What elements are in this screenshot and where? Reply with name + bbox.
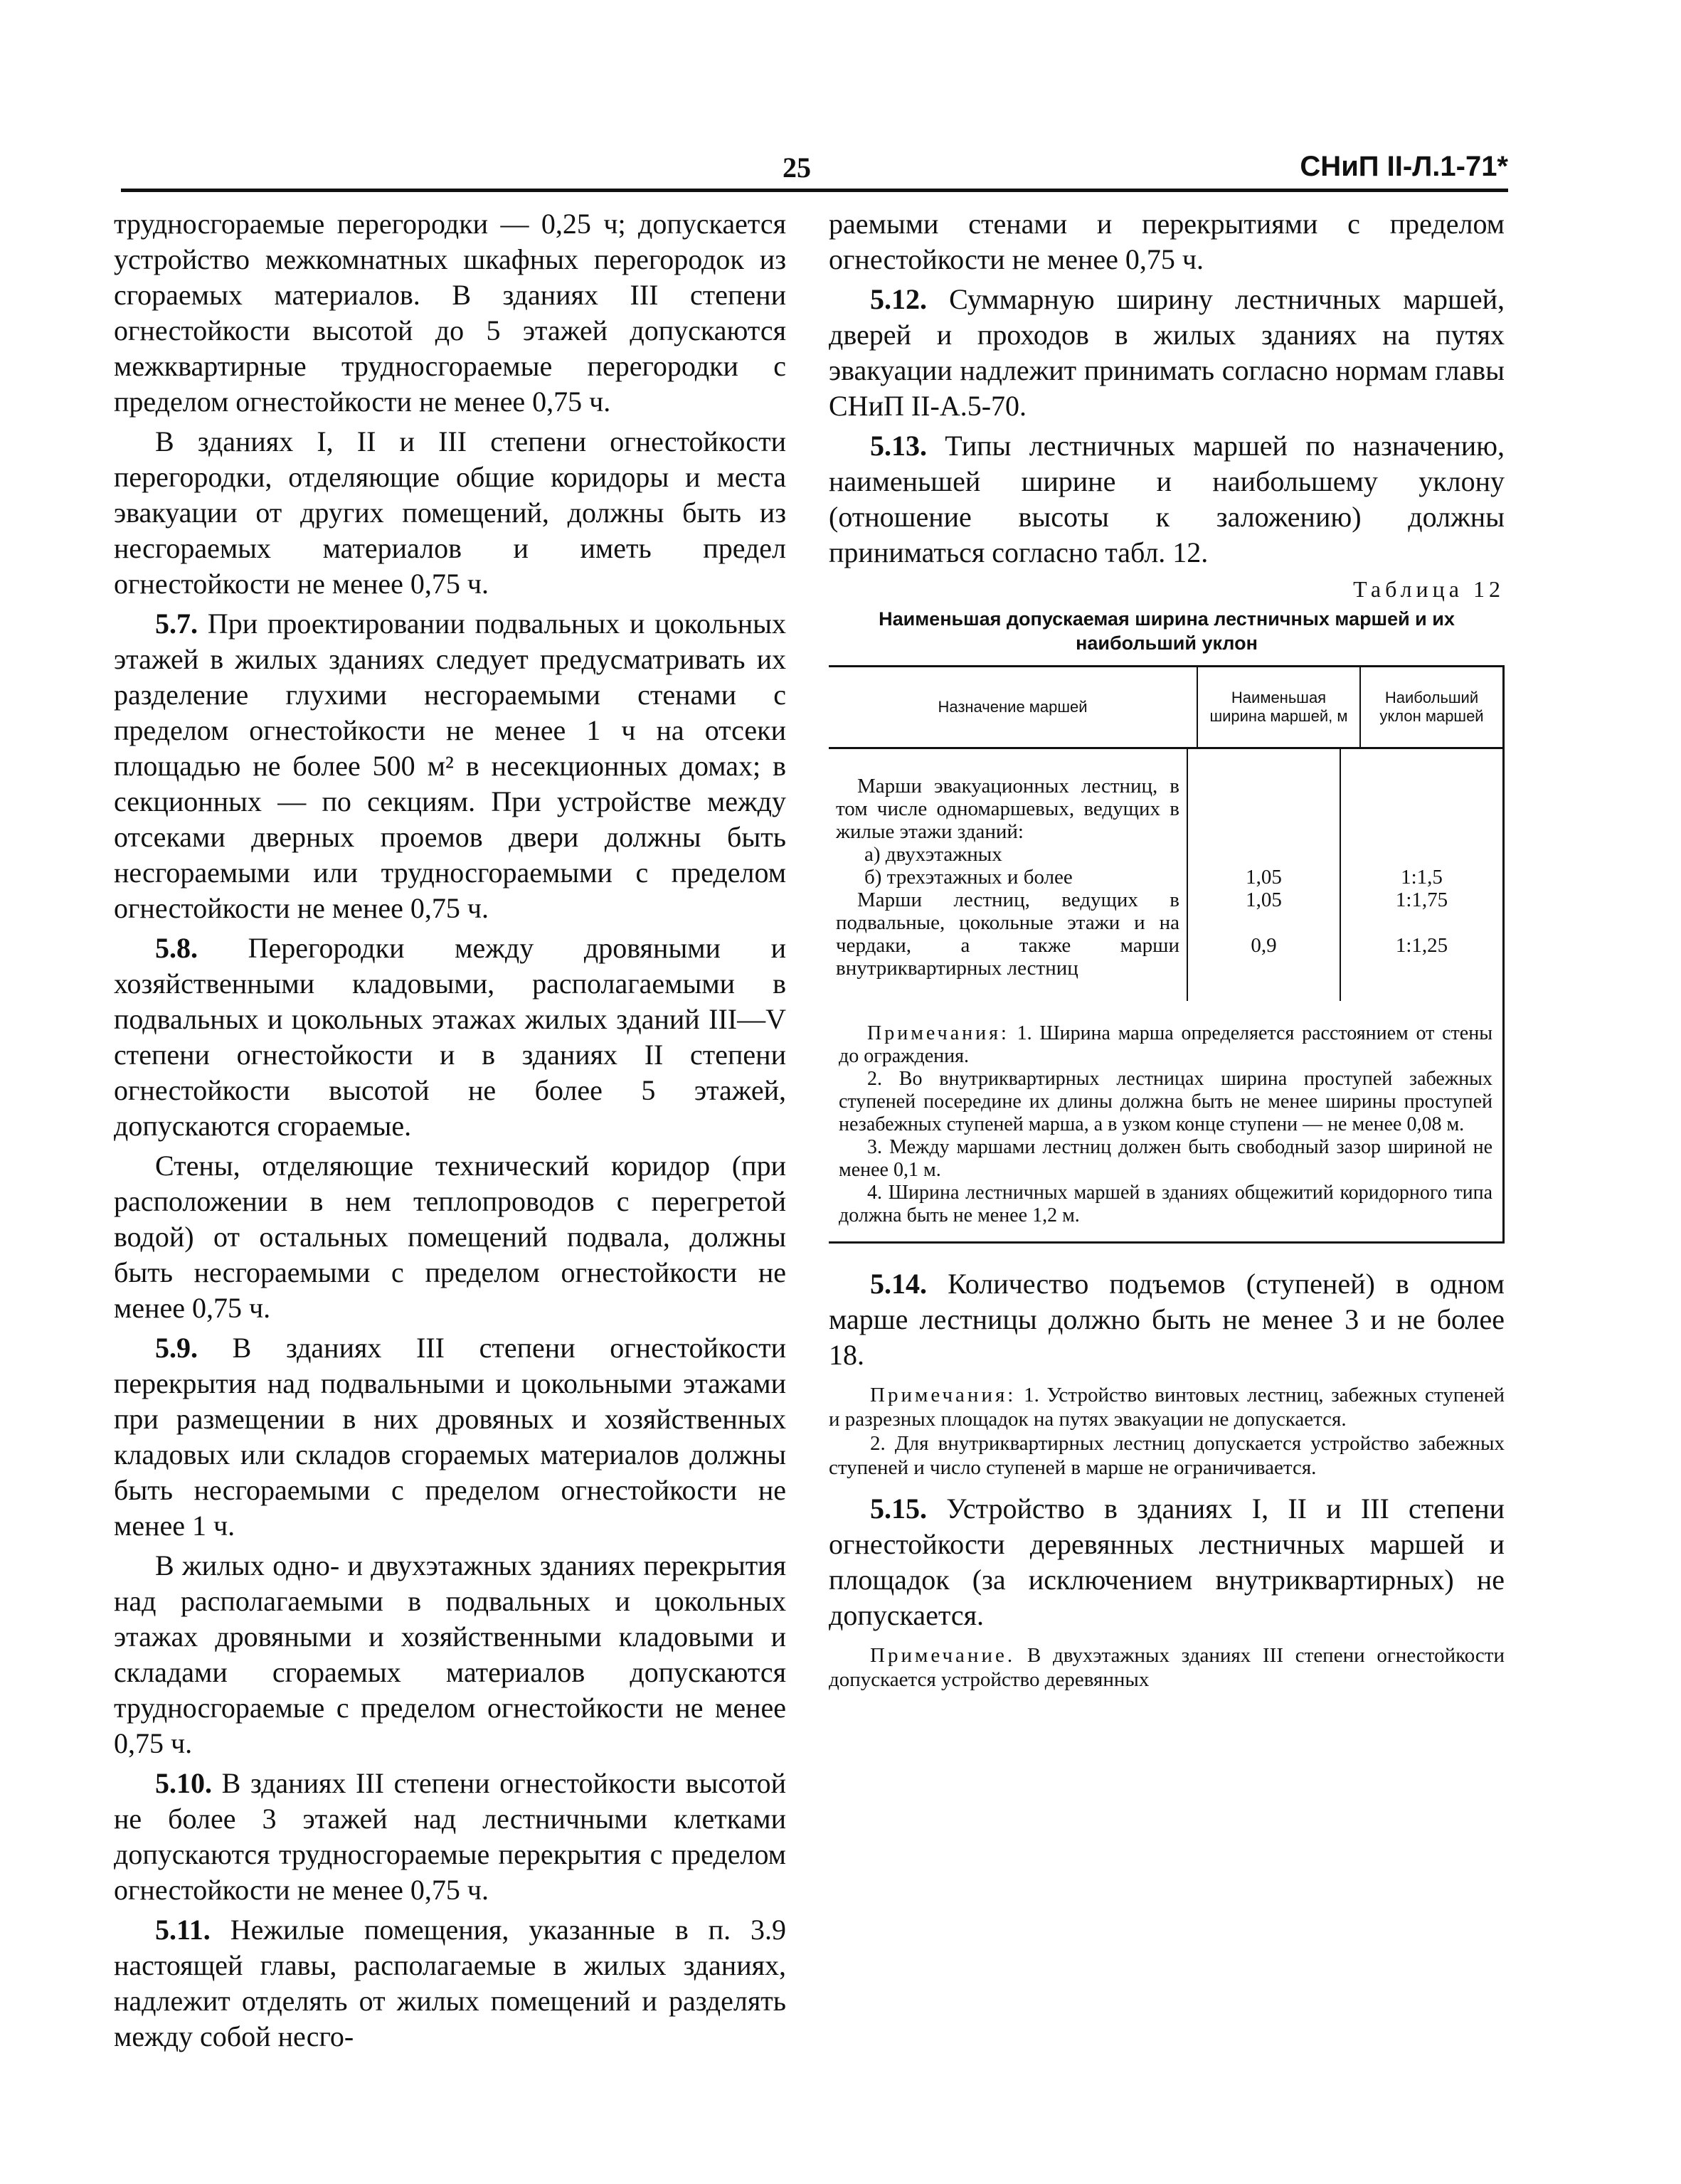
table-cell-purpose bbox=[829, 749, 1188, 1001]
paragraph: раемыми стенами и перекрытиями с пределом огнестойкости не менее 0,75 ч. bbox=[829, 208, 1505, 275]
paragraph-5-13: 5.13. Типы лестничных маршей по назначению, наименьшей ширине и наибольшему уклону (отношение высоты к заложению) должны приниматься согласно табл. 12. bbox=[829, 430, 1505, 568]
notes-heading: Примечания: bbox=[870, 1384, 1017, 1406]
paragraph: В жилых одно- и двухэтажных зданиях перекрытия над располагаемыми в подвальных и цокольных этажах дровяными и хозяйственными кладовыми и складами сгораемых материалов допускаются трудносгораемые с пределом огнестойкости не менее 0,75 ч. bbox=[114, 1549, 786, 1759]
page-number: 25 bbox=[783, 152, 811, 184]
paragraph: Стены, отделяющие технический коридор (при расположении в нем теплопроводов с перегретой водой) от остальных помещений подвала, должны быть несгораемыми с пределом огнестойкости не менее 0,75 ч. bbox=[114, 1150, 786, 1324]
table-cell-slope bbox=[1341, 749, 1502, 1001]
notes-heading: Примечание. bbox=[870, 1644, 1016, 1667]
note-5-15 bbox=[829, 1643, 1505, 1692]
paragraph: В зданиях I, II и III степени огнестойкости перегородки, отделяющие общие коридоры и места эвакуации от других помещений, должны быть из несгораемых материалов и иметь предел огнестойкости не менее 0,75 ч. bbox=[114, 425, 786, 600]
table-cell-width bbox=[1188, 749, 1341, 1001]
paragraph: трудносгораемые перегородки — 0,25 ч; допускается устройство межкомнатных шкафных перегородок из сгораемых материалов. В зданиях III степени огнестойкости высотой до 5 этажей допускаются межквартирные трудносгораемые перегородки с пределом огнестойкости не менее 0,75 ч. bbox=[114, 208, 786, 418]
table-label: Таблица 12 bbox=[1353, 576, 1505, 602]
paragraph-5-15: 5.15. Устройство в зданиях I, II и III степени огнестойкости деревянных лестничных маршей и площадок (за исключением внутриквартирных) не допускается. bbox=[829, 1493, 1505, 1631]
table-row-group-title: Марши эвакуационных лестниц, в том числе одномаршевых, ведущих в жилые этажи зданий: bbox=[836, 775, 1179, 843]
table-note: 4. Ширина лестничных маршей в зданиях общежитий коридорного типа должна быть не менее 1,2 м. bbox=[839, 1182, 1492, 1226]
page-header bbox=[121, 151, 1508, 194]
table-value: 1:1,25 bbox=[1395, 934, 1448, 957]
paragraph-5-11: 5.11. Нежилые помещения, указанные в п. 3.9 настоящей главы, располагаемые в жилых зданиях, надлежит отделять от жилых помещений и разделять между собой несго- bbox=[114, 1914, 787, 2052]
paragraph-5-9: 5.9. В зданиях III степени огнестойкости перекрытия над подвальными и цокольными этажами при размещении в них дровяных и хозяйственных кладовых или складов сгораемых материалов должны быть несгораемыми с пределом огнестойкости не менее 1 ч. bbox=[114, 1332, 786, 1542]
column-header-slope: Наибольший уклон маршей bbox=[1379, 689, 1484, 725]
paragraph-5-7: 5.7. При проектировании подвальных и цокольных этажей в жилых зданиях следует предусматривать их разделение глухими несгораемыми стенами с пределом огнестойкости не менее 1 ч на отсеки площадью не более 500 м² в несекционных домах; в секционных — по секциям. При устройстве между отсеками дверных проемов двери должны быть несгораемыми или трудносгораемыми с пределом огнестойкости не менее 0,75 ч. bbox=[114, 608, 786, 924]
paragraph-5-10: 5.10. В зданиях III степени огнестойкости высотой не более 3 этажей над лестничными клетками допускаются трудносгораемые перекрытия с пределом огнестойкости не менее 0,75 ч. bbox=[114, 1767, 786, 1906]
table-12 bbox=[829, 665, 1505, 1244]
table-row-label: б) трехэтажных и более bbox=[864, 866, 1073, 889]
document-code: СНиП II-Л.1-71* bbox=[1300, 151, 1508, 182]
table-note: 3. Между маршами лестниц должен быть свободный зазор шириной не менее 0,1 м. bbox=[839, 1136, 1492, 1181]
note: В двухэтажных зданиях III степени огнестойкости допускается устройство деревянных bbox=[829, 1644, 1505, 1691]
paragraph-5-14: 5.14. Количество подъемов (ступеней) в одном марше лестницы должно быть не менее 3 и не более 18. bbox=[829, 1268, 1505, 1371]
header-rule bbox=[121, 189, 1508, 192]
paragraph-5-8: 5.8. Перегородки между дровяными и хозяйственными кладовыми, располагаемыми в подвальных и цокольных этажах жилых зданий III—V степени огнестойкости и в зданиях II степени огнестойкости высотой не более 5 этажей, допускаются сгораемые. bbox=[114, 932, 787, 1142]
table-value: 1,05 bbox=[1246, 889, 1282, 911]
table-title: Наименьшая допускаемая ширина лестничных маршей и их наибольший уклон bbox=[879, 608, 1455, 654]
table-header bbox=[829, 667, 1502, 749]
table-notes bbox=[829, 1001, 1502, 1241]
column-header-width: Наименьшая ширина маршей, м bbox=[1198, 667, 1361, 747]
table-value: 0,9 bbox=[1251, 934, 1277, 957]
left-column bbox=[114, 206, 786, 2059]
notes-heading: Примечания: bbox=[867, 1022, 1009, 1044]
note: 2. Для внутриквартирных лестниц допускается устройство забежных ступеней и число ступеней в марше не ограничивается. bbox=[829, 1432, 1505, 1479]
paragraph-5-12: 5.12. Суммарную ширину лестничных маршей, дверей и проходов в жилых зданиях на путях эвакуации надлежит принимать согласно нормам главы СНиП II-А.5-70. bbox=[829, 283, 1505, 422]
column-header-purpose: Назначение маршей bbox=[829, 667, 1198, 747]
table-value: 1:1,75 bbox=[1395, 889, 1448, 911]
notes-5-14 bbox=[829, 1383, 1505, 1480]
table-row-label: а) двухэтажных bbox=[864, 843, 1002, 866]
table-row-label: Марши лестниц, ведущих в подвальные, цокольные этажи и на чердаки, а также марши внутриквартирных лестниц bbox=[836, 889, 1179, 980]
table-value: 1,05 bbox=[1246, 866, 1282, 889]
note: 1. Устройство винтовых лестниц, забежных ступеней и разрезных площадок на путях эвакуации не допускается. bbox=[829, 1384, 1505, 1431]
table-value: 1:1,5 bbox=[1401, 866, 1443, 889]
table-note: 2. Во внутриквартирных лестницах ширина проступей забежных ступеней посередине их длины должна быть не менее ширины проступей незабежных ступеней марша, а в узком конце ступени — не менее 0,08 м. bbox=[839, 1068, 1492, 1135]
right-column bbox=[829, 206, 1505, 1692]
table-note: 1. Ширина марша определяется расстоянием от стены до ограждения. bbox=[839, 1022, 1493, 1067]
table-body bbox=[829, 749, 1502, 1001]
